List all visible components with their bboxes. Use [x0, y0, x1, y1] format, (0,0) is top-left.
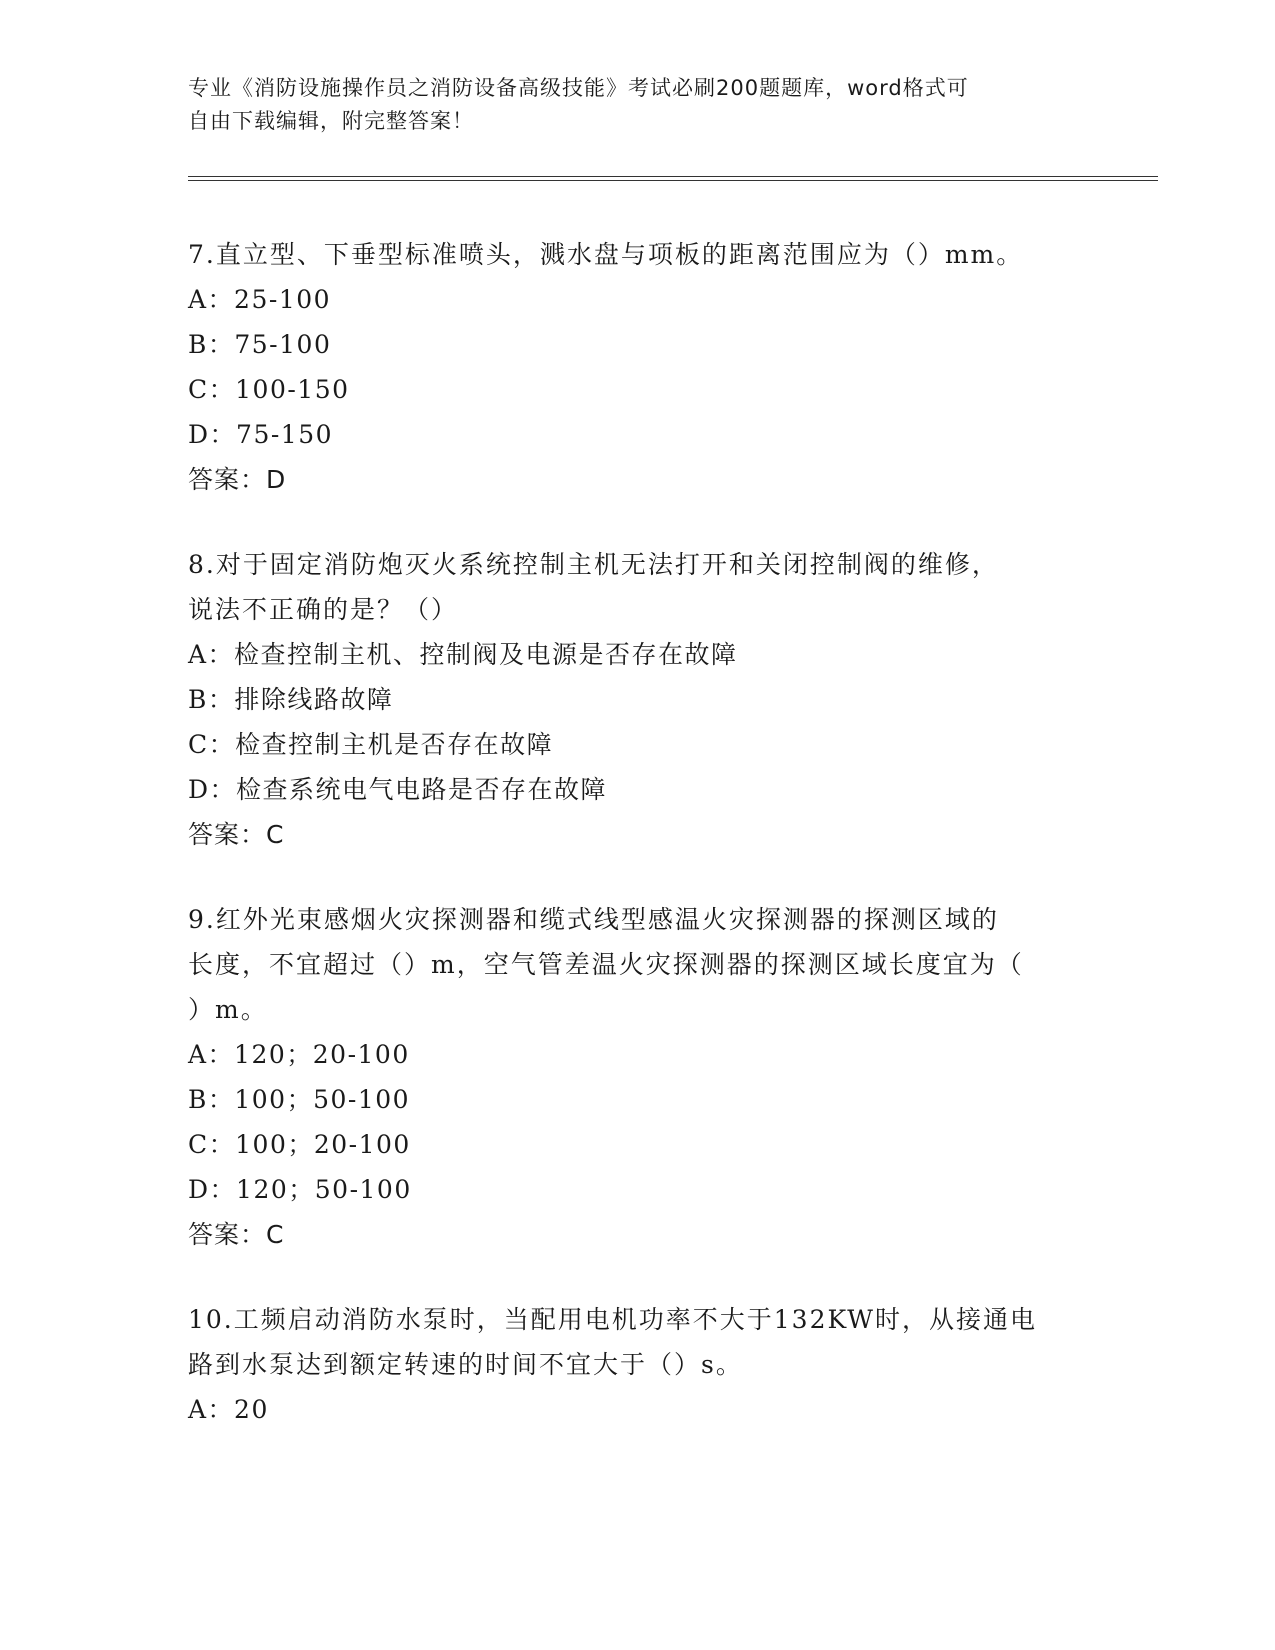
question-stem: 7.直立型、下垂型标准喷头，溅水盘与项板的距离范围应为（）mm。 — [188, 240, 1024, 269]
answer: 答案：D — [188, 465, 287, 494]
question-stem-line-3: ）m。 — [188, 995, 268, 1024]
option-a: A：120；20-100 — [188, 1040, 410, 1069]
header-line-1: 专业《消防设施操作员之消防设备高级技能》考试必刷200题题库，word格式可 — [188, 76, 969, 100]
option-a: A：25-100 — [188, 285, 332, 314]
question-stem-line-1: 9.红外光束感烟火灾探测器和缆式线型感温火灾探测器的探测区域的 — [188, 905, 999, 934]
option-b: B：75-100 — [188, 330, 332, 359]
question-stem-line-2: 路到水泵达到额定转速的时间不宜大于（）s。 — [188, 1350, 743, 1379]
option-d: D：75-150 — [188, 420, 334, 449]
question-7 — [188, 232, 1088, 502]
option-c: C：100-150 — [188, 375, 350, 404]
answer: 答案：C — [188, 1220, 285, 1249]
question-stem-line-1: 8.对于固定消防炮灭火系统控制主机无法打开和关闭控制阀的维修， — [188, 550, 999, 579]
document-header — [188, 72, 1088, 138]
option-b: B：排除线路故障 — [188, 685, 394, 714]
question-stem-line-2: 说法不正确的是？（） — [188, 595, 459, 624]
question-10 — [188, 1297, 1088, 1432]
question-9 — [188, 897, 1088, 1257]
option-c: C：检查控制主机是否存在故障 — [188, 730, 554, 759]
header-line-2: 自由下载编辑，附完整答案！ — [188, 109, 474, 133]
option-c: C：100；20-100 — [188, 1130, 411, 1159]
option-d: D：检查系统电气电路是否存在故障 — [188, 775, 608, 804]
option-a: A：20 — [188, 1395, 269, 1424]
option-d: D：120；50-100 — [188, 1175, 412, 1204]
question-8 — [188, 542, 1088, 857]
header-divider — [188, 176, 1158, 181]
option-b: B：100；50-100 — [188, 1085, 411, 1114]
option-a: A：检查控制主机、控制阀及电源是否存在故障 — [188, 640, 738, 669]
question-stem-line-1: 10.工频启动消防水泵时，当配用电机功率不大于132KW时，从接通电 — [188, 1305, 1037, 1334]
question-stem-line-2: 长度，不宜超过（）m，空气管差温火灾探测器的探测区域长度宜为（ — [188, 950, 1024, 979]
answer: 答案：C — [188, 820, 285, 849]
question-list — [188, 232, 1088, 1472]
